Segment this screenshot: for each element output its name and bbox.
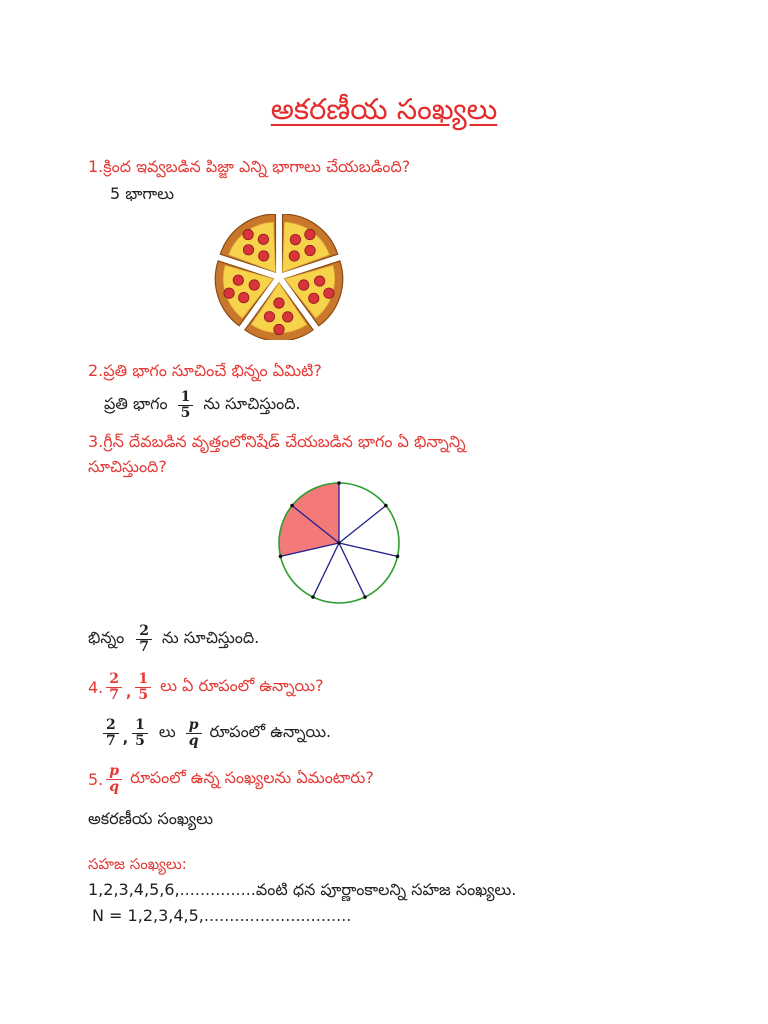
question-5-number: 5. [88, 769, 104, 789]
answer-4-text-1: లు [158, 721, 176, 741]
radius-line [339, 543, 365, 597]
fraction-p-q [186, 718, 202, 748]
point-dot [384, 504, 388, 508]
fraction-numerator: 1 [178, 390, 194, 406]
pizza-image [206, 214, 352, 340]
fraction-2-7 [103, 718, 119, 748]
point-dot [290, 504, 294, 508]
radius-line [339, 506, 386, 543]
answer-4-text-2: రూపంలో ఉన్నాయి. [209, 721, 332, 741]
pepperoni [274, 324, 284, 334]
fraction-numerator: 2 [136, 624, 152, 640]
pepperoni [324, 288, 334, 298]
fraction-numerator: p [106, 764, 122, 780]
pepperoni [243, 229, 253, 239]
pepperoni [314, 276, 324, 286]
point-dot [363, 595, 367, 599]
natural-numbers-line-2 [92, 906, 351, 925]
question-4 [88, 672, 324, 702]
fraction-denominator: q [109, 778, 120, 795]
fraction-numerator: 1 [135, 672, 151, 688]
comma: , [122, 731, 129, 748]
fraction-1-5 [135, 672, 151, 702]
fraction-1-5 [132, 718, 148, 748]
pepperoni [309, 293, 319, 303]
fraction-numerator: 2 [106, 672, 122, 688]
point-dot [311, 595, 315, 599]
pepperoni [289, 251, 299, 261]
question-1: 1.క్రింద ఇవ్వబడిన పిజ్జా ఎన్ని భాగాలు చేయబడింది? [88, 157, 411, 176]
fraction-denominator: 7 [106, 732, 116, 749]
pepperoni [258, 234, 268, 244]
question-4-text: లు ఏ రూపంలో ఉన్నాయి? [160, 675, 324, 695]
pizza-slice [283, 214, 338, 272]
pepperoni [243, 245, 253, 255]
pepperoni [290, 234, 300, 244]
natural-numbers-list: 1,2,3,4,5,6, [88, 880, 180, 899]
pepperoni [299, 280, 309, 290]
fraction-denominator: 5 [180, 404, 191, 421]
question-3-line-2: సూచిస్తుంది? [88, 457, 167, 476]
fraction-denominator: 5 [138, 686, 149, 703]
natural-numbers-line-1 [88, 880, 516, 903]
fraction-numerator: p [186, 718, 202, 734]
radius-line [313, 543, 339, 597]
question-3-line-1: 3.గ్రీన్ దేవబడిన వృత్తంలోనిషేడ్ చేయబడిన భాగం ఏ భిన్నాన్ని [88, 432, 466, 451]
fraction-denominator: 7 [139, 638, 149, 655]
natural-numbers-set: N = 1,2,3,4,5, [92, 906, 204, 925]
answer-1: 5 భాగాలు [110, 184, 175, 203]
fraction-p-q [106, 764, 122, 794]
fraction-numerator: 1 [132, 718, 148, 734]
fraction-2-7 [136, 624, 152, 654]
pepperoni [305, 245, 315, 255]
point-dot [337, 481, 341, 485]
ellipsis: ............... [179, 880, 256, 899]
fraction-numerator: 2 [103, 718, 119, 734]
answer-2-suffix: ను సూచిస్తుంది. [203, 393, 301, 413]
point-dot [279, 555, 283, 559]
comma: , [126, 685, 132, 702]
fraction-2-7 [106, 672, 122, 702]
answer-3 [88, 624, 259, 654]
natural-numbers-heading: సహజ సంఖ్యలు: [88, 855, 187, 873]
fraction-denominator: q [188, 732, 199, 749]
answer-2 [104, 390, 301, 420]
page-title: అకరణీయ సంఖ్యలు [270, 92, 498, 126]
question-4-number: 4. [88, 677, 104, 697]
pepperoni [283, 312, 293, 322]
pepperoni [259, 251, 269, 261]
pepperoni [239, 292, 249, 302]
natural-numbers-definition: వంటి ధన పూర్ణాంకాలన్ని సహజ సంఖ్యలు. [255, 880, 517, 899]
pepperoni [264, 311, 274, 321]
question-5-text: రూపంలో ఉన్న సంఖ్యలను ఏమంటారు? [130, 767, 374, 787]
pepperoni [274, 298, 284, 308]
center-dot [337, 541, 341, 545]
pepperoni [249, 280, 259, 290]
pepperoni [305, 229, 315, 239]
question-2: 2.ప్రతి భాగం సూచించే భిన్నం ఏమిటి? [88, 361, 322, 380]
radius-line [339, 543, 397, 556]
fraction-denominator: 5 [135, 732, 145, 749]
answer-3-prefix: భిన్నం [88, 627, 125, 647]
answer-5: అకరణీయ సంఖ్యలు [88, 809, 213, 828]
answer-4 [100, 718, 331, 748]
question-5 [88, 764, 374, 794]
pepperoni [233, 275, 243, 285]
point-dot [396, 555, 400, 559]
fraction-circle-diagram [272, 476, 406, 610]
fraction-denominator: 7 [109, 686, 120, 703]
ellipsis: ............................. [203, 906, 352, 925]
pizza-slice [220, 214, 275, 272]
answer-3-suffix: ను సూచిస్తుంది. [161, 627, 260, 647]
fraction-1-5 [178, 390, 194, 420]
pepperoni [224, 288, 234, 298]
answer-2-prefix: ప్రతి భాగం [104, 393, 168, 413]
